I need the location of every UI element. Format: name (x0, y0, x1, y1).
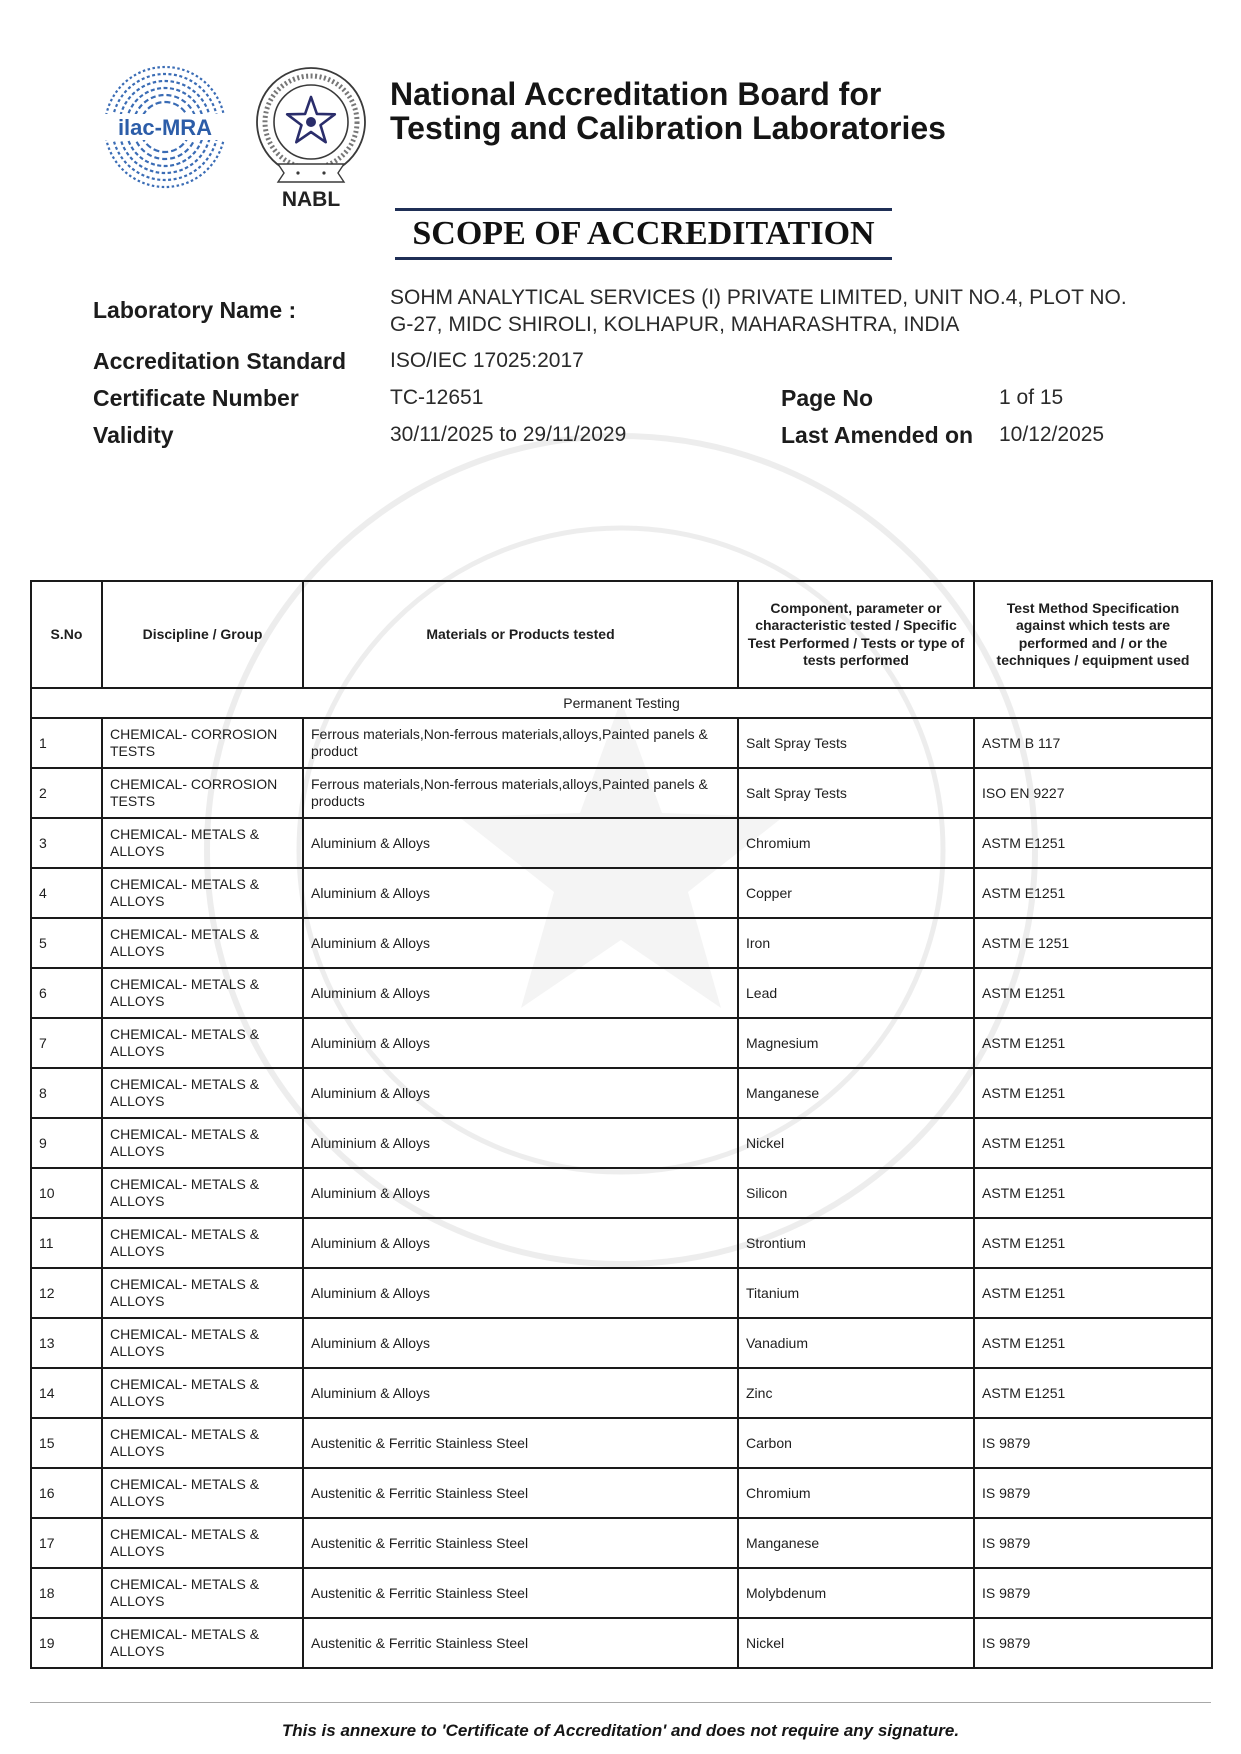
certificate-number-label: Certificate Number (93, 385, 299, 411)
table-row (31, 1168, 1212, 1218)
table-row (31, 818, 1212, 868)
sno-cell: 19 (31, 1618, 102, 1668)
discipline-cell: CHEMICAL- METALS & ALLOYS (102, 868, 303, 918)
discipline-cell: CHEMICAL- METALS & ALLOYS (102, 1018, 303, 1068)
validity-label: Validity (93, 422, 174, 448)
material-cell: Aluminium & Alloys (303, 1118, 738, 1168)
discipline-cell: CHEMICAL- METALS & ALLOYS (102, 1618, 303, 1668)
certificate-number-value: TC-12651 (390, 386, 484, 409)
table-row (31, 718, 1212, 768)
page-number-label: Page No (781, 385, 874, 411)
table-row (31, 1518, 1212, 1568)
method-cell: ASTM E1251 (974, 818, 1212, 868)
method-cell: ASTM E1251 (974, 1218, 1212, 1268)
discipline-cell: CHEMICAL- METALS & ALLOYS (102, 1368, 303, 1418)
method-cell: ASTM E1251 (974, 1268, 1212, 1318)
parameter-cell: Copper (738, 868, 974, 918)
material-cell: Aluminium & Alloys (303, 1368, 738, 1418)
discipline-cell: CHEMICAL- METALS & ALLOYS (102, 1418, 303, 1468)
parameter-cell: Magnesium (738, 1018, 974, 1068)
sno-cell: 10 (31, 1168, 102, 1218)
material-cell: Austenitic & Ferritic Stainless Steel (303, 1618, 738, 1668)
lab-name-value-line-2: G-27, MIDC SHIROLI, KOLHAPUR, MAHARASHTRA, INDIA (390, 313, 960, 336)
method-cell: ASTM E1251 (974, 1368, 1212, 1418)
section-row (31, 688, 1212, 718)
discipline-cell: CHEMICAL- METALS & ALLOYS (102, 968, 303, 1018)
table-row (31, 1468, 1212, 1518)
discipline-cell: CHEMICAL- METALS & ALLOYS (102, 1168, 303, 1218)
table-row (31, 1368, 1212, 1418)
material-cell: Austenitic & Ferritic Stainless Steel (303, 1568, 738, 1618)
parameter-cell: Salt Spray Tests (738, 768, 974, 818)
header-parameter: Component, parameter or characteristic tested / Specific Test Performed / Tests or type of tests performed (738, 581, 974, 688)
material-cell: Aluminium & Alloys (303, 1268, 738, 1318)
discipline-cell: CHEMICAL- METALS & ALLOYS (102, 1118, 303, 1168)
discipline-cell: CHEMICAL- CORROSION TESTS (102, 718, 303, 768)
sno-cell: 5 (31, 918, 102, 968)
material-cell: Austenitic & Ferritic Stainless Steel (303, 1468, 738, 1518)
method-cell: ASTM E1251 (974, 1118, 1212, 1168)
sno-cell: 15 (31, 1418, 102, 1468)
table-row (31, 1018, 1212, 1068)
parameter-cell: Strontium (738, 1218, 974, 1268)
material-cell: Austenitic & Ferritic Stainless Steel (303, 1518, 738, 1568)
header-discipline: Discipline / Group (102, 581, 303, 688)
sno-cell: 8 (31, 1068, 102, 1118)
ilac-mra-logo (102, 64, 228, 190)
material-cell: Aluminium & Alloys (303, 918, 738, 968)
method-cell: IS 9879 (974, 1418, 1212, 1468)
sno-cell: 1 (31, 718, 102, 768)
discipline-cell: CHEMICAL- METALS & ALLOYS (102, 1468, 303, 1518)
method-cell: ASTM E1251 (974, 1168, 1212, 1218)
discipline-cell: CHEMICAL- METALS & ALLOYS (102, 1068, 303, 1118)
parameter-cell: Salt Spray Tests (738, 718, 974, 768)
parameter-cell: Manganese (738, 1518, 974, 1568)
parameter-cell: Zinc (738, 1368, 974, 1418)
scope-table (30, 580, 1213, 1669)
material-cell: Aluminium & Alloys (303, 1218, 738, 1268)
table-row (31, 918, 1212, 968)
material-cell: Aluminium & Alloys (303, 1168, 738, 1218)
parameter-cell: Chromium (738, 1468, 974, 1518)
method-cell: ASTM E1251 (974, 968, 1212, 1018)
sno-cell: 14 (31, 1368, 102, 1418)
validity-value: 30/11/2025 to 29/11/2029 (390, 423, 627, 446)
method-cell: IS 9879 (974, 1518, 1212, 1568)
table-header (31, 581, 1212, 688)
last-amended-label: Last Amended on (781, 422, 974, 448)
org-name-line-1: National Accreditation Board for (390, 76, 882, 112)
nabl-logo (250, 64, 372, 212)
sno-cell: 17 (31, 1518, 102, 1568)
scope-title: SCOPE OF ACCREDITATION (412, 215, 875, 252)
discipline-cell: CHEMICAL- METALS & ALLOYS (102, 1568, 303, 1618)
last-amended-value: 10/12/2025 (999, 423, 1105, 446)
discipline-cell: CHEMICAL- METALS & ALLOYS (102, 1218, 303, 1268)
table-row (31, 1268, 1212, 1318)
sno-cell: 16 (31, 1468, 102, 1518)
method-cell: IS 9879 (974, 1618, 1212, 1668)
parameter-cell: Lead (738, 968, 974, 1018)
method-cell: ASTM B 117 (974, 718, 1212, 768)
org-name-line-2: Testing and Calibration Laboratories (390, 110, 946, 146)
lab-name-label: Laboratory Name : (93, 297, 297, 323)
lab-name-value-line-1: SOHM ANALYTICAL SERVICES (I) PRIVATE LIMITED, UNIT NO.4, PLOT NO. (390, 286, 1127, 309)
material-cell: Aluminium & Alloys (303, 968, 738, 1018)
header-material: Materials or Products tested (303, 581, 738, 688)
method-cell: ASTM E1251 (974, 1018, 1212, 1068)
table-row (31, 1118, 1212, 1168)
sno-cell: 2 (31, 768, 102, 818)
sno-cell: 18 (31, 1568, 102, 1618)
parameter-cell: Iron (738, 918, 974, 968)
parameter-cell: Titanium (738, 1268, 974, 1318)
parameter-cell: Silicon (738, 1168, 974, 1218)
footer-note: This is annexure to 'Certificate of Accreditation' and does not require any signature. (281, 1721, 960, 1740)
table-row (31, 1418, 1212, 1468)
footer-divider (30, 1702, 1211, 1703)
method-cell: ASTM E 1251 (974, 918, 1212, 968)
material-cell: Aluminium & Alloys (303, 868, 738, 918)
table-row (31, 1318, 1212, 1368)
method-cell: ISO EN 9227 (974, 768, 1212, 818)
material-cell: Aluminium & Alloys (303, 1018, 738, 1068)
method-cell: IS 9879 (974, 1468, 1212, 1518)
material-cell: Aluminium & Alloys (303, 1318, 738, 1368)
discipline-cell: CHEMICAL- METALS & ALLOYS (102, 1318, 303, 1368)
nabl-logo-text: NABL (281, 188, 341, 211)
page-number-value: 1 of 15 (999, 386, 1064, 409)
sno-cell: 12 (31, 1268, 102, 1318)
method-cell: ASTM E1251 (974, 1068, 1212, 1118)
material-cell: Ferrous materials,Non-ferrous materials,alloys,Painted panels & product (303, 718, 738, 768)
sno-cell: 13 (31, 1318, 102, 1368)
table-row (31, 1218, 1212, 1268)
material-cell: Aluminium & Alloys (303, 818, 738, 868)
parameter-cell: Nickel (738, 1118, 974, 1168)
material-cell: Ferrous materials,Non-ferrous materials,alloys,Painted panels & products (303, 768, 738, 818)
accreditation-standard-value: ISO/IEC 17025:2017 (390, 349, 584, 372)
table-row (31, 768, 1212, 818)
method-cell: IS 9879 (974, 1568, 1212, 1618)
scope-title-box (395, 208, 892, 260)
sno-cell: 7 (31, 1018, 102, 1068)
discipline-cell: CHEMICAL- METALS & ALLOYS (102, 1518, 303, 1568)
method-cell: ASTM E1251 (974, 1318, 1212, 1368)
discipline-cell: CHEMICAL- METALS & ALLOYS (102, 918, 303, 968)
table-row (31, 1068, 1212, 1118)
material-cell: Austenitic & Ferritic Stainless Steel (303, 1418, 738, 1468)
sno-cell: 11 (31, 1218, 102, 1268)
parameter-cell: Carbon (738, 1418, 974, 1468)
table-row (31, 968, 1212, 1018)
accreditation-standard-label: Accreditation Standard (93, 348, 347, 374)
sno-cell: 3 (31, 818, 102, 868)
method-cell: ASTM E1251 (974, 868, 1212, 918)
table-row (31, 868, 1212, 918)
table-row (31, 1618, 1212, 1668)
header-sno: S.No (31, 581, 102, 688)
sno-cell: 9 (31, 1118, 102, 1168)
discipline-cell: CHEMICAL- METALS & ALLOYS (102, 1268, 303, 1318)
parameter-cell: Molybdenum (738, 1568, 974, 1618)
section-label: Permanent Testing (31, 688, 1212, 718)
material-cell: Aluminium & Alloys (303, 1068, 738, 1118)
table-body (31, 688, 1212, 1668)
parameter-cell: Nickel (738, 1618, 974, 1668)
parameter-cell: Chromium (738, 818, 974, 868)
discipline-cell: CHEMICAL- METALS & ALLOYS (102, 818, 303, 868)
header-method: Test Method Specification against which tests are performed and / or the techniques / equipment used (974, 581, 1212, 688)
sno-cell: 6 (31, 968, 102, 1018)
sno-cell: 4 (31, 868, 102, 918)
parameter-cell: Manganese (738, 1068, 974, 1118)
ilac-logo-text: ilac-MRA (117, 115, 213, 140)
parameter-cell: Vanadium (738, 1318, 974, 1368)
table-row (31, 1568, 1212, 1618)
header-row (31, 581, 1212, 688)
discipline-cell: CHEMICAL- CORROSION TESTS (102, 768, 303, 818)
